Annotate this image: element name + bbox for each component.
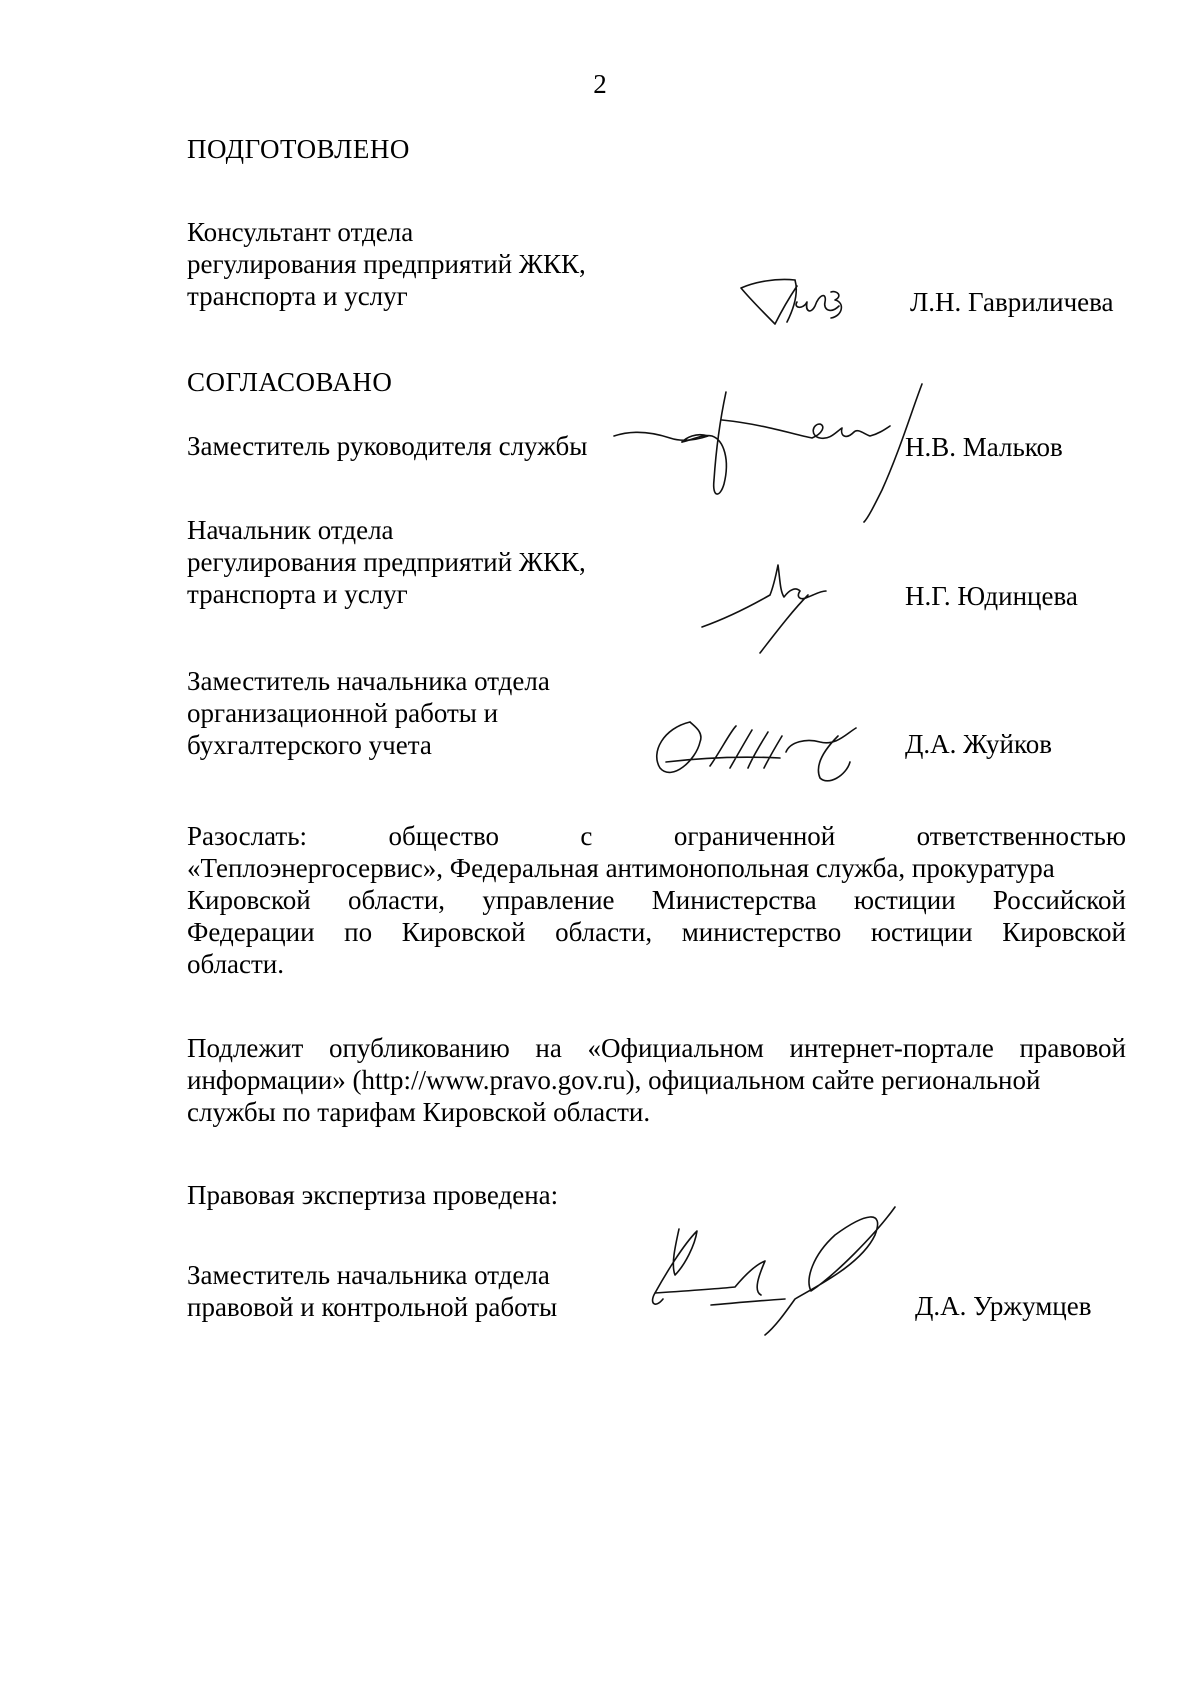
agreed-position-3: [187, 665, 550, 761]
distribution-list: [187, 820, 1126, 980]
position-line: правовой и контрольной работы: [187, 1292, 558, 1322]
prepared-position: [187, 216, 586, 312]
publication-line: информации» (http://www.pravo.gov.ru), официальном сайте региональной: [187, 1065, 1041, 1095]
position-line: Заместитель начальника отдела: [187, 1260, 550, 1290]
publication-line: Подлежит опубликованию на «Официальном интернет-портале правовой: [187, 1033, 1126, 1063]
agreed-position-1: [187, 430, 587, 462]
agreed-heading: СОГЛАСОВАНО: [187, 367, 393, 397]
publication-line: службы по тарифам Кировской области.: [187, 1097, 651, 1127]
position-line: регулирования предприятий ЖКК,: [187, 547, 586, 577]
legal-review-position: [187, 1259, 557, 1323]
signature-zhuykov: [650, 712, 870, 792]
distribution-line: области.: [187, 949, 285, 979]
position-line: Заместитель руководителя службы: [187, 431, 588, 461]
signature-yudintseva: [700, 555, 840, 655]
distribution-line: Разослать: общество с ограниченной ответственностью: [187, 821, 1126, 851]
signatory-name: Д.А. Уржумцев: [915, 1291, 1092, 1321]
signatory-name: Д.А. Жуйков: [905, 729, 1052, 759]
signatory-name: Н.В. Мальков: [905, 432, 1063, 462]
position-line: Начальник отдела: [187, 515, 394, 545]
position-line: регулирования предприятий ЖКК,: [187, 249, 586, 279]
prepared-heading: ПОДГОТОВЛЕНО: [187, 134, 410, 164]
legal-review-heading: Правовая экспертиза проведена:: [187, 1180, 559, 1210]
signatory-name: Л.Н. Гавриличева: [910, 287, 1114, 317]
publication-note: [187, 1032, 1126, 1128]
position-line: организационной работы и: [187, 698, 499, 728]
distribution-line: Кировской области, управление Министерства юстиции Российской: [187, 885, 1126, 915]
signature-malkov: [612, 380, 932, 530]
signature-urzhumtsev: [635, 1195, 915, 1345]
distribution-line: «Теплоэнергосервис», Федеральная антимонопольная служба, прокуратура: [187, 853, 1055, 883]
position-line: Консультант отдела: [187, 217, 414, 247]
agreed-position-2: [187, 514, 586, 610]
position-line: бухгалтерского учета: [187, 730, 432, 760]
page-number: 2: [593, 69, 607, 99]
signature-gavrilicheva: [735, 272, 855, 332]
distribution-line: Федерации по Кировской области, министерство юстиции Кировской: [187, 917, 1126, 947]
position-line: Заместитель начальника отдела: [187, 666, 550, 696]
position-line: транспорта и услуг: [187, 281, 408, 311]
signatory-name: Н.Г. Юдинцева: [905, 581, 1078, 611]
position-line: транспорта и услуг: [187, 579, 408, 609]
